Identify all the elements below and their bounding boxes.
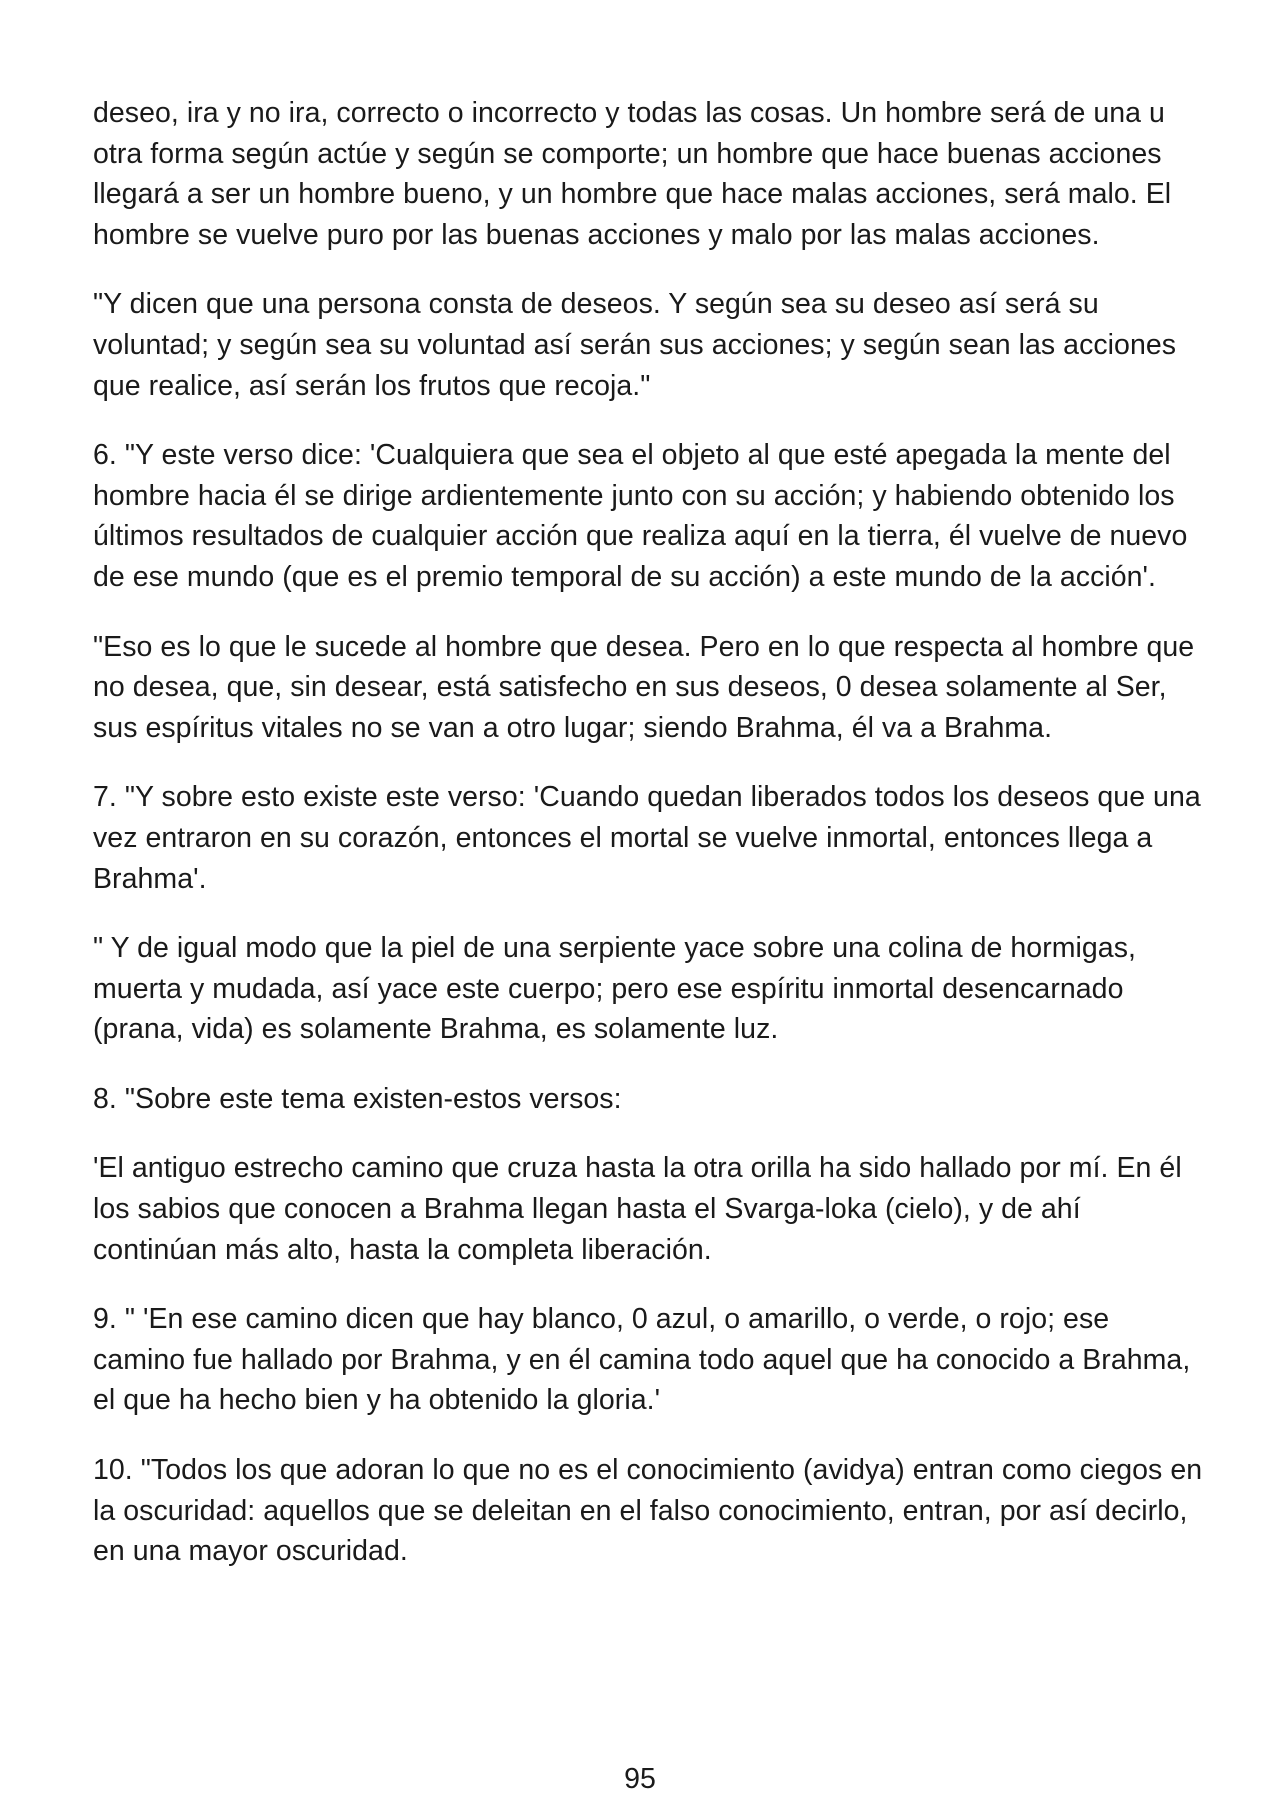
paragraph: 10. "Todos los que adoran lo que no es el conocimiento (avidya) entran como ciegos en la oscuridad: aquellos que se deleitan en el falso conocimiento, entran, por así decirlo, en una mayor oscuridad. — [93, 1454, 1203, 1568]
paragraph: 9. " 'En ese camino dicen que hay blanco, 0 azul, o amarillo, o verde, o rojo; ese camino fue hallado por Brahma, y en él camina todo aquel que ha conocido a Brahma, el que ha hecho bien y ha obtenido la gloria.' — [93, 1303, 1191, 1417]
paragraph: 8. "Sobre este tema existen-estos versos: — [93, 1082, 622, 1115]
document-body — [93, 93, 1208, 1601]
paragraph: 6. "Y este verso dice: 'Cualquiera que sea el objeto al que esté apegada la mente del hombre hacia él se dirige ardientemente junto con su acción; y habiendo obtenido los últimos resultados de cualquier acción que realiza aquí en la tierra, él vuelve de nuevo de ese mundo (que es el premio temporal de su acción) a este mundo de la acción'. — [93, 439, 1188, 593]
paragraph: "Eso es lo que le sucede al hombre que desea. Pero en lo que respecta al hombre que no desea, que, sin desear, está satisfecho en sus deseos, 0 desea solamente al Ser, sus espíritus vitales no se van a otro lugar; siendo Brahma, él va a Brahma. — [93, 630, 1195, 744]
paragraph: 'El antiguo estrecho camino que cruza hasta la otra orilla ha sido hallado por mí. En él los sabios que conocen a Brahma llegan hasta el Svarga-loka (cielo), y de ahí continúan más alto, hasta la completa liberación. — [93, 1152, 1182, 1266]
paragraph: 7. "Y sobre esto existe este verso: 'Cuando quedan liberados todos los deseos que una vez entraron en su corazón, entonces el mortal se vuelve inmortal, entonces llega a Brahma'. — [93, 781, 1201, 895]
paragraph: "Y dicen que una persona consta de deseos. Y según sea su deseo así será su voluntad; y según sea su voluntad así serán sus acciones; y según sean las acciones que realice, así serán los frutos que recoja." — [93, 288, 1177, 402]
paragraph: " Y de igual modo que la piel de una serpiente yace sobre una colina de hormigas, muerta y mudada, así yace este cuerpo; pero ese espíritu inmortal desencarnado (prana, vida) es solamente Brahma, es solamente luz. — [93, 932, 1136, 1046]
paragraph: deseo, ira y no ira, correcto o incorrecto y todas las cosas. Un hombre será de una u otra forma según actúe y según se comporte; un hombre que hace buenas acciones llegará a ser un hombre bueno, y un hombre que hace malas acciones, será malo. El hombre se vuelve puro por las buenas acciones y malo por las malas acciones. — [93, 97, 1172, 251]
page-number: 95 — [624, 1763, 656, 1795]
